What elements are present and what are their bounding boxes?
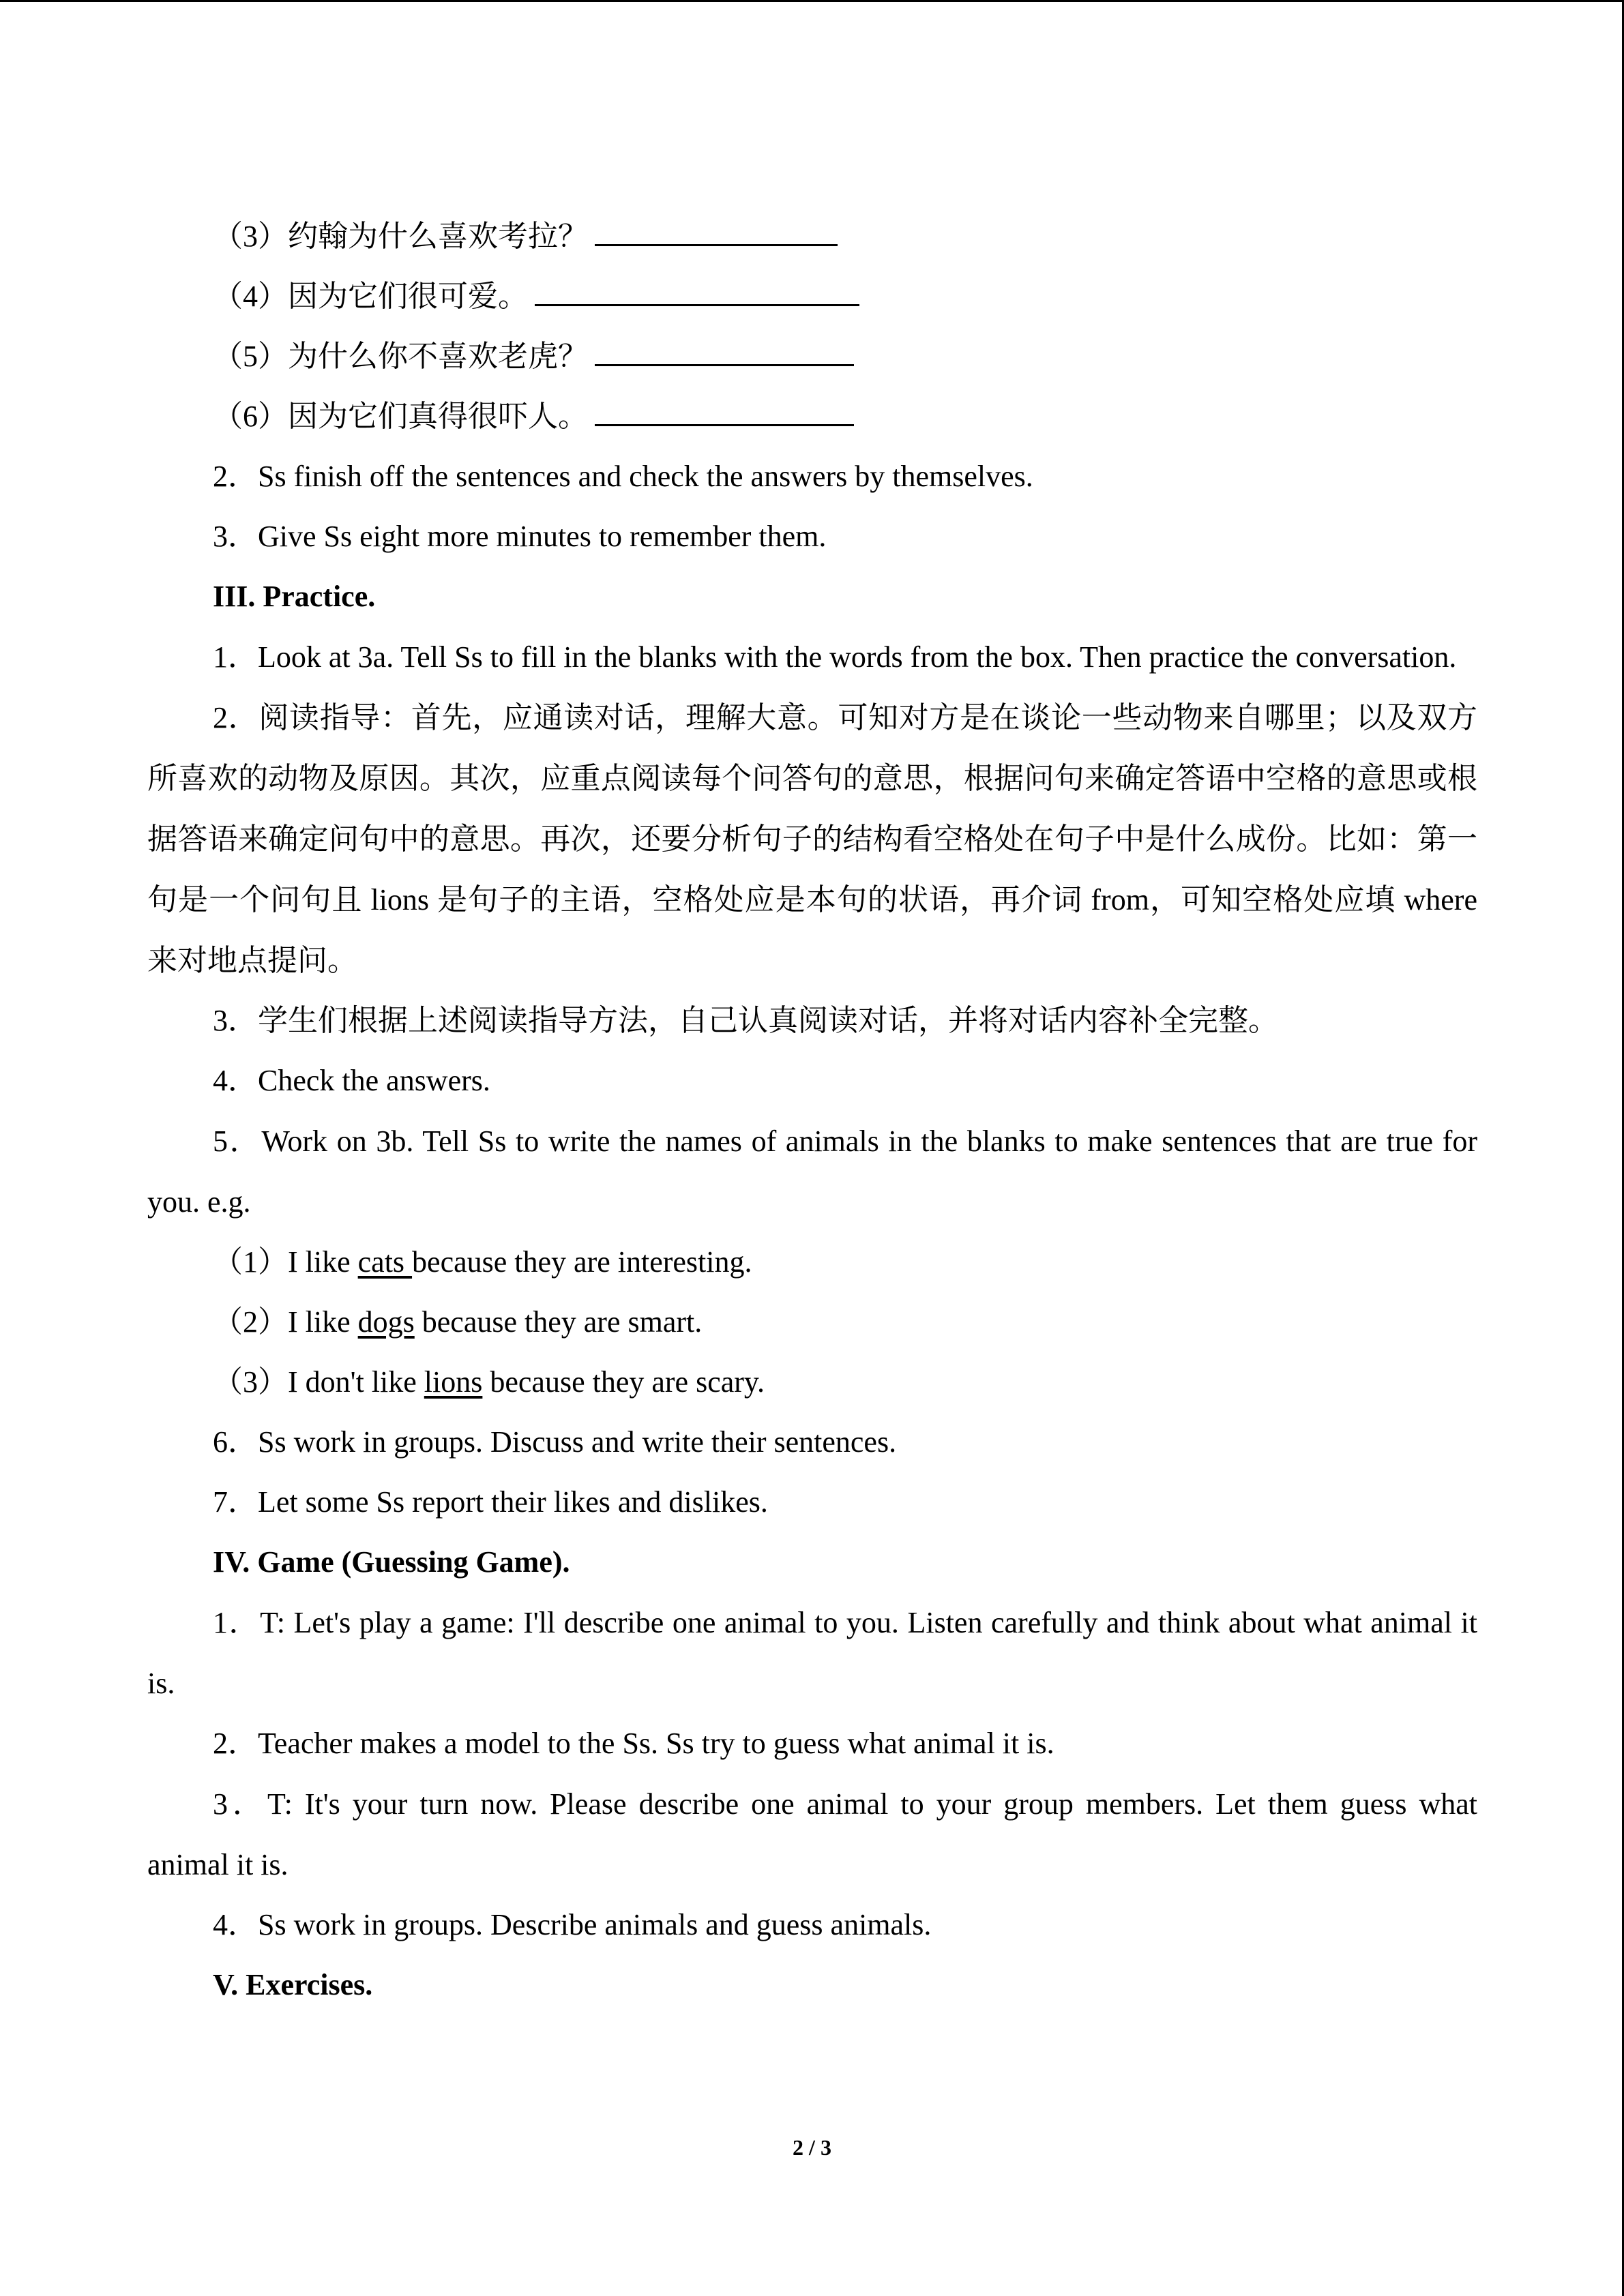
translation-item: [147, 267, 1477, 327]
step-paragraph: 4．Check the answers.: [213, 1064, 490, 1097]
step-paragraph: 1．T: Let's play a game: I'll describe one animal to you. Listen carefully and think about what animal it is.: [147, 1606, 1477, 1700]
example-prefix: （3）I don't like: [213, 1365, 424, 1399]
translation-text: （5）为什么你不喜欢老虎？: [213, 340, 588, 373]
example-animal-word: lions: [424, 1365, 483, 1399]
example-sentence: [147, 1292, 1477, 1352]
example-suffix: because they are smart.: [414, 1305, 703, 1339]
translation-text: （3）约翰为什么喜欢考拉？: [213, 220, 588, 253]
step-paragraph: 3．T: It's your turn now. Please describe one animal to your group members. Let them guess what animal it is.: [147, 1787, 1477, 1881]
translation-text: （4）因为它们很可爱。: [213, 280, 528, 313]
answer-blank: [535, 277, 859, 306]
example-prefix: （1）I like: [213, 1245, 358, 1279]
example-animal-word: dogs: [357, 1305, 415, 1339]
step-paragraph: 1．Look at 3a. Tell Ss to fill in the blanks with the words from the box. Then practice the conversation.: [213, 640, 1457, 674]
page-content: [147, 207, 1477, 2015]
step-paragraph: 7．Let some Ss report their likes and dislikes.: [213, 1485, 768, 1519]
example-prefix: （2）I like: [213, 1305, 358, 1339]
translation-text: （6）因为它们真得很吓人。: [213, 400, 588, 433]
translation-item: [147, 387, 1477, 447]
example-sentence: [147, 1352, 1477, 1412]
example-sentence: [147, 1232, 1477, 1292]
page-number: 2 / 3: [793, 2135, 831, 2160]
section-heading-exercises: V. Exercises.: [213, 1968, 373, 2001]
step-paragraph: 4．Ss work in groups. Describe animals and guess animals.: [213, 1908, 932, 1941]
step-paragraph: 5．Work on 3b. Tell Ss to write the names of animals in the blanks to make sentences that are true for you. e.g.: [147, 1124, 1477, 1219]
step-paragraph: 2．Teacher makes a model to the Ss. Ss try to guess what animal it is.: [213, 1727, 1054, 1760]
section-heading-practice: III. Practice.: [213, 580, 376, 613]
reading-guide-paragraph: 2．阅读指导：首先，应通读对话，理解大意。可知对方是在谈论一些动物来自哪里；以及双方所喜欢的动物及原因。其次，应重点阅读每个问答句的意思，根据问句来确定答语中空格的意思或根据答语来确定问句中的意思。再次，还要分析句子的结构看空格处在句子中是什么成份。比如：第一句是一个问句且 lions 是句子的主语，空格处应是本句的状语，再介词 from，可知空格处应填 where 来对地点提问。: [147, 701, 1477, 977]
step-paragraph: 3．Give Ss eight more minutes to remember them.: [213, 520, 827, 553]
translation-item: [147, 327, 1477, 387]
example-animal-word: cats: [357, 1245, 413, 1279]
answer-blank: [595, 217, 838, 246]
section-heading-game: IV. Game (Guessing Game).: [213, 1545, 570, 1579]
example-suffix: because they are scary.: [482, 1365, 765, 1399]
answer-blank: [595, 337, 854, 366]
answer-blank: [595, 397, 854, 426]
step-paragraph: 2．Ss finish off the sentences and check the answers by themselves.: [213, 460, 1033, 493]
step-paragraph: 3．学生们根据上述阅读指导方法，自己认真阅读对话，并将对话内容补全完整。: [213, 1004, 1278, 1037]
step-paragraph: 6．Ss work in groups. Discuss and write their sentences.: [213, 1425, 897, 1459]
example-suffix: because they are interesting.: [412, 1245, 752, 1279]
translation-item: [147, 207, 1477, 267]
